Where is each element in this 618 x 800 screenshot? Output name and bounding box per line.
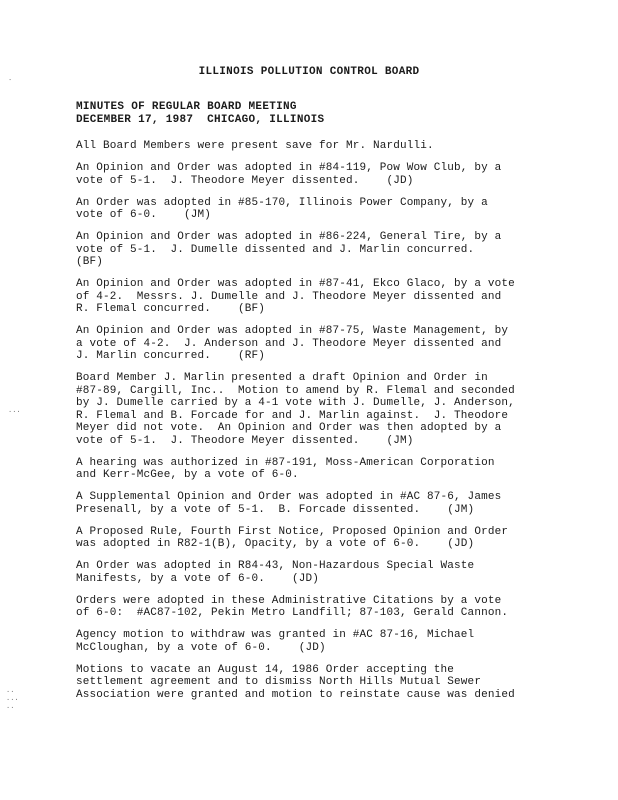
text-line: An Opinion and Order was adopted in #87-75, Waste Management, by — [76, 325, 509, 337]
paragraph — [76, 231, 556, 269]
text-line: An Opinion and Order was adopted in #84-119, Pow Wow Club, by a — [76, 162, 502, 174]
paragraph — [76, 372, 556, 447]
text-line: of 6-0: #AC87-102, Pekin Metro Landfill; 87-103, Gerald Cannon. — [76, 607, 509, 619]
text-line: by J. Dumelle carried by a 4-1 vote with J. Dumelle, J. Anderson, — [76, 397, 515, 409]
text-line: Motions to vacate an August 14, 1986 Order accepting the — [76, 663, 455, 676]
text-line: Agency motion to withdraw was granted in #AC 87-16, Michael — [76, 629, 475, 641]
paragraph — [76, 664, 556, 702]
document-title: ILLINOIS POLLUTION CONTROL BOARD — [198, 66, 420, 78]
paragraph — [76, 140, 556, 153]
text-line: vote of 5-1. J. Theodore Meyer dissented. (JM) — [76, 434, 414, 447]
text-line: An Opinion and Order was adopted in #86-224, General Tire, by a — [76, 231, 502, 243]
paragraph — [76, 197, 556, 222]
paragraph — [76, 278, 556, 316]
text-line: An Opinion and Order was adopted in #87-41, Ekco Glaco, by a vote — [76, 278, 515, 290]
text-line: settlement agreement and to dismiss North Hills Mutual Sewer — [76, 676, 482, 688]
minutes-body — [76, 140, 556, 711]
text-line: #87-89, Cargill, Inc.. Motion to amend by R. Flemal and seconded — [76, 384, 515, 397]
margin-speck-mark: ··· — [8, 408, 21, 416]
text-line: (BF) — [76, 256, 104, 268]
paragraph — [76, 325, 556, 363]
margin-speck-mark: ⋅ — [8, 76, 13, 84]
minutes-heading — [76, 101, 324, 127]
text-line: Orders were adopted in these Administrative Citations by a vote — [76, 594, 502, 607]
text-line: A Supplemental Opinion and Order was adopted in #AC 87-6, James — [76, 491, 502, 503]
text-line: R. Flemal concurred. (BF) — [76, 303, 266, 315]
text-line: J. Marlin concurred. (RF) — [76, 350, 266, 362]
text-line: McCloughan, by a vote of 6-0. (JD) — [76, 641, 326, 654]
paragraph — [76, 162, 556, 187]
text-line: An Order was adopted in #85-170, Illinois Power Company, by a — [76, 196, 488, 209]
text-line: a vote of 4-2. J. Anderson and J. Theodore Meyer dissented and — [76, 337, 502, 350]
text-line: An Order was adopted in R84-43, Non-Hazardous Special Waste — [76, 560, 475, 572]
text-line: vote of 5-1. J. Theodore Meyer dissented. (JD) — [76, 174, 414, 187]
text-line: All Board Members were present save for Mr. Nardulli. — [76, 140, 434, 152]
text-line: vote of 5-1. J. Dumelle dissented and J. Marlin concurred. — [76, 243, 475, 256]
text-line: vote of 6-0. (JM) — [76, 209, 212, 221]
paragraph — [76, 560, 556, 585]
text-line: Association were granted and motion to reinstate cause was denied — [76, 688, 515, 701]
paragraph — [76, 526, 556, 551]
paragraph — [76, 629, 556, 654]
text-line: Manifests, by a vote of 6-0. (JD) — [76, 572, 320, 585]
text-line: and Kerr-McGee, by a vote of 6-0. — [76, 469, 299, 481]
paragraph — [76, 457, 556, 482]
text-line: R. Flemal and B. Forcade for and J. Marlin against. J. Theodore — [76, 409, 509, 422]
text-line: A hearing was authorized in #87-191, Moss-American Corporation — [76, 456, 495, 469]
text-line: Board Member J. Marlin presented a draft Opinion and Order in — [76, 372, 488, 384]
paragraph — [76, 491, 556, 516]
paragraph — [76, 595, 556, 620]
heading-line: MINUTES OF REGULAR BOARD MEETING — [76, 101, 297, 113]
text-line: Meyer did not vote. An Opinion and Order was then adopted by a — [76, 422, 502, 434]
text-line: of 4-2. Messrs. J. Dumelle and J. Theodore Meyer dissented and — [76, 290, 502, 303]
heading-line: DECEMBER 17, 1987 CHICAGO, ILLINOIS — [76, 114, 325, 126]
text-line: was adopted in R82-1(B), Opacity, by a vote of 6-0. (JD) — [76, 538, 475, 550]
text-line: Presenall, by a vote of 5-1. B. Forcade dissented. (JM) — [76, 503, 475, 516]
text-line: A Proposed Rule, Fourth First Notice, Proposed Opinion and Order — [76, 525, 509, 538]
margin-speck-mark: ·· ··· ·· — [6, 688, 19, 712]
